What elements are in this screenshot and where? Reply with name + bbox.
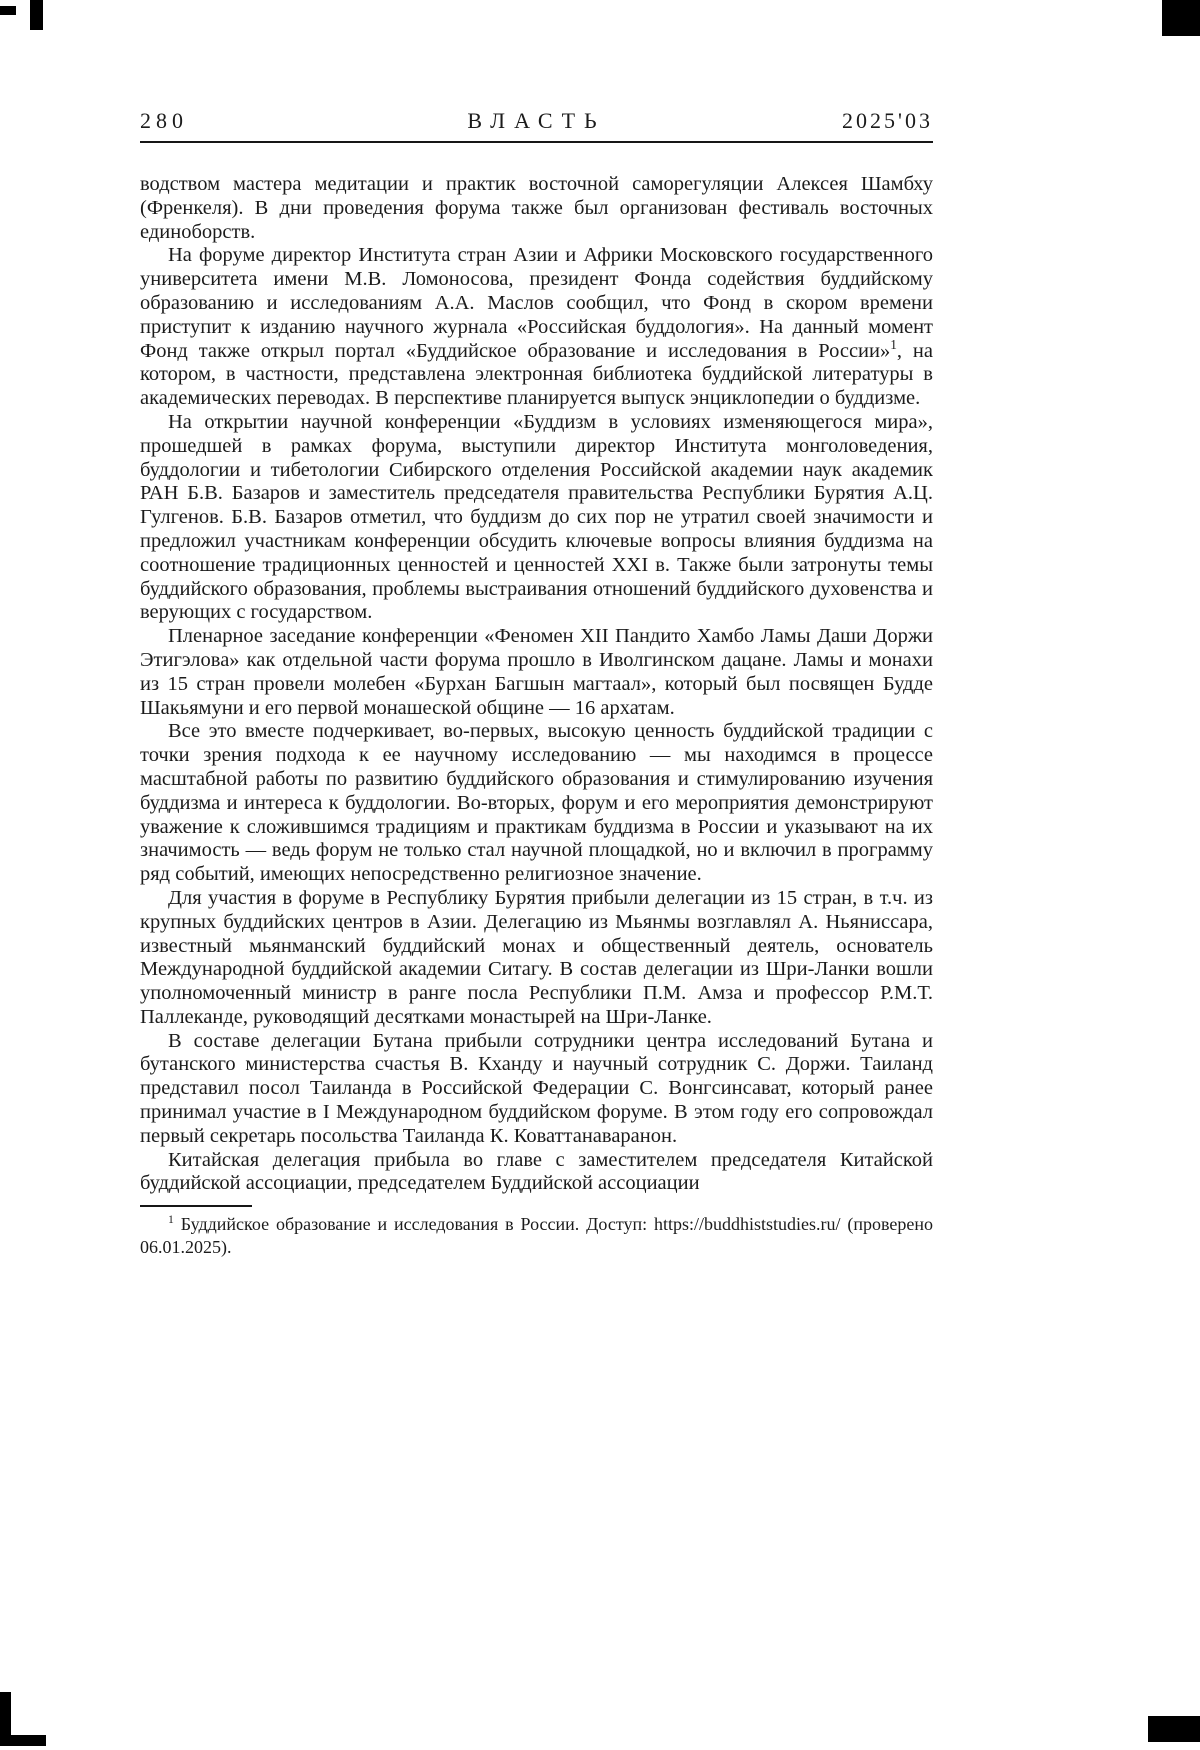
header-rule: [140, 141, 933, 143]
paragraph: [140, 244, 933, 411]
paragraph: [140, 887, 933, 1030]
paragraph-text: , на котором, в частности, представлена электронная библиотека буддийской литературы в академических переводах. В перспективе планируется выпуск энциклопедии о буддизме.: [140, 339, 933, 410]
footnote-reference: 1: [890, 336, 897, 352]
footnote: [140, 1213, 933, 1258]
paragraph-text: Пленарное заседание конференции «Феномен XII Пандито Хамбо Ламы Даши Доржи Этигэлова» как отдельной части форума прошло в Иволгинском дацане. Ламы и монахи из 15 стран провели молебен «Бурхан Багшын магтаал», который был посвящен Будде Шакьямуни и его первой монашеской общине — 16 архатам.: [140, 625, 933, 719]
journal-title: ВЛАСТЬ: [467, 108, 606, 133]
paragraph: [140, 720, 933, 887]
crop-mark-top-left-vertical: [30, 0, 43, 30]
paragraph-text: На открытии научной конференции «Буддизм в условиях изменяющегося мира», прошедшей в рамках форума, выступили директор Института монголоведения, буддологии и тибетологии Сибирского отделения Российской академии наук академик РАН Б.В. Базаров и заместитель председателя правительства Республики Бурятия А.Ц. Гулгенов. Б.В. Базаров отметил, что буддизм до сих пор не утратил своей значимости и предложил участникам конференции обсудить ключевые вопросы влияния буддизма на соотношение традиционных ценностей и ценностей XXI в. Также были затронуты темы буддийского образования, проблемы выстраивания отношений буддийского духовенства и верующих с государством.: [140, 410, 933, 624]
page-content: [140, 108, 933, 1258]
paragraph-text: В составе делегации Бутана прибыли сотрудники центра исследований Бутана и бутанского министерства счастья В. Кханду и научный сотрудник С. Доржи. Таиланд представил посол Таиланда в Российской Федерации С. Вонгсинсават, который ранее принимал участие в I Международном буддийском форуме. В этом году его сопровождал первый секретарь посольства Таиланда К. Коваттанаваранон.: [140, 1029, 933, 1147]
paragraph-text: Все это вместе подчеркивает, во-первых, высокую ценность буддийской традиции с точки зрения подхода к ее научному исследованию — мы находимся в процессе масштабной работы по развитию буддийского образования и стимулированию изучения буддизма и интереса к буддологии. Во-вторых, форум и его мероприятия демонстрируют уважение к сложившимся традициям и практикам буддизма в России и указывают на их значимость — ведь форум не только стал научной площадкой, но и включил в программу ряд событий, имеющих непосредственно религиозное значение.: [140, 720, 933, 886]
paragraph: [140, 625, 933, 720]
footnote-text: Буддийское образование и исследования в России. Доступ: https://buddhiststudies.ru/ (проверено 06.01.2025).: [140, 1214, 933, 1257]
crop-mark-top-left-horizontal: [0, 6, 16, 15]
issue-number: 2025'03: [842, 108, 933, 133]
paragraph-text: На форуме директор Института стран Азии и Африки Московского государственного университета имени М.В. Ломоносова, президент Фонда содействия буддийскому образованию и исследованиям А.А. Маслов сообщил, что Фонд в скором времени приступит к изданию научного журнала «Российская буддология». На данный момент Фонд также открыл портал «Буддийское образование и исследования в России»: [140, 244, 933, 362]
paragraph: [140, 1149, 933, 1197]
article-body: [140, 173, 933, 1196]
page-number: 280: [140, 108, 188, 133]
crop-mark-bottom-right: [1148, 1716, 1200, 1742]
paragraph: [140, 173, 933, 244]
paragraph-text: Для участия в форуме в Республику Бурятия прибыли делегации из 15 стран, в т.ч. из крупных буддийских центров в Азии. Делегацию из Мьянмы возглавлял А. Ньяниссара, известный мьянманский буддийский монах и общественный деятель, основатель Международной буддийской академии Ситагу. В состав делегации из Шри-Ланки вошли уполномоченный министр в ранге посла Республики П.М. Амза и профессор Р.М.Т. Паллеканде, руководящий десятками монастырей на Шри-Ланке.: [140, 886, 933, 1028]
crop-mark-top-right: [1162, 0, 1200, 36]
paragraph-text: Китайская делегация прибыла во главе с заместителем председателя Китайской буддийской ассоциации, председателем Буддийской ассоциации: [140, 1148, 933, 1195]
footnote-separator-rule: [140, 1205, 252, 1207]
crop-mark-bottom-left-horizontal: [0, 1735, 46, 1746]
running-header: [140, 108, 933, 134]
paragraph-text: водством мастера медитации и практик восточной саморегуляции Алексея Шамбху (Френкеля). В дни проведения форума также был организован фестиваль восточных единоборств.: [140, 173, 933, 243]
paragraph: [140, 1030, 933, 1149]
paragraph: [140, 411, 933, 625]
footnote-marker: 1: [168, 1213, 174, 1227]
